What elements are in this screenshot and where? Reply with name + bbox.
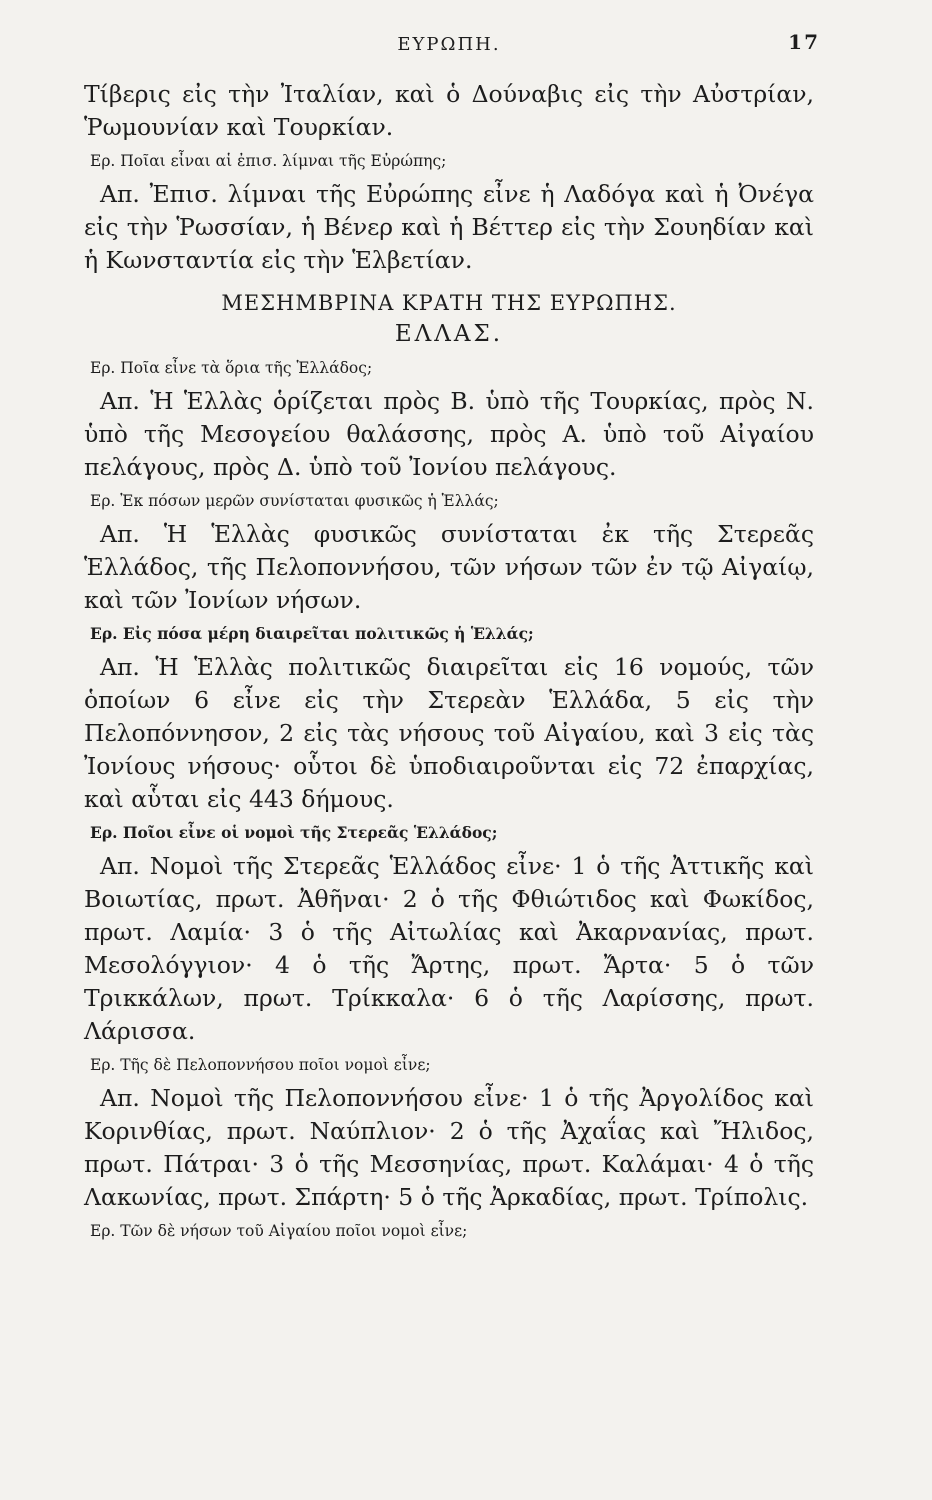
question-lakes: Ερ. Ποῖαι εἶναι αἱ ἐπισ. λίμναι τῆς Εὐρώπης; (90, 152, 447, 170)
page-number: 17 (788, 30, 820, 54)
running-head (84, 28, 820, 60)
answer-peloponnese-nomoi: Απ. Νομοὶ τῆς Πελοποννήσου εἶνε· 1 ὁ τῆς Ἀργολίδος καὶ Κορινθίας, πρωτ. Ναύπλιον· 2 ὁ τῆς Ἀχαΐας καὶ Ἤλιδος, πρωτ. Πάτραι· 3 ὁ τῆς Μεσσηνίας, πρωτ. Καλάμαι· 4 ὁ τῆς Λακωνίας, πρωτ. Σπάρτη· 5 ὁ τῆς Ἀρκαδίας, πρωτ. Τρίπολις. (84, 1084, 814, 1211)
question-sterea-nomoi: Ερ. Ποῖοι εἶνε οἱ νομοὶ τῆς Στερεᾶς Ἑλλάδος; (90, 823, 498, 842)
paragraph-tiber-danube: Τίβερις εἰς τὴν Ἰταλίαν, καὶ ὁ Δούναβις εἰς τὴν Αὐστρίαν, Ῥωμουνίαν καὶ Τουρκίαν. (84, 80, 814, 141)
answer-borders: Απ. Ἡ Ἑλλὰς ὁρίζεται πρὸς Β. ὑπὸ τῆς Τουρκίας, πρὸς Ν. ὑπὸ τῆς Μεσογείου θαλάσσης, πρὸς Α. ὑπὸ τοῦ Αἰγαίου πελάγους, πρὸς Δ. ὑπὸ τοῦ Ἰονίου πελάγους. (84, 387, 814, 481)
answer-sterea-nomoi: Απ. Νομοὶ τῆς Στερεᾶς Ἑλλάδος εἶνε· 1 ὁ τῆς Ἀττικῆς καὶ Βοιωτίας, πρωτ. Ἀθῆναι· 2 ὁ τῆς Φθιώτιδος καὶ Φωκίδος, πρωτ. Λαμία· 3 ὁ τῆς Αἰτωλίας καὶ Ἀκαρνανίας, πρωτ. Μεσολόγγιον· 4 ὁ τῆς Ἄρτης, πρωτ. Ἄρτα· 5 ὁ τῶν Τρικκάλων, πρωτ. Τρίκκαλα· 6 ὁ τῆς Λαρίσσης, πρωτ. Λάρισσα. (84, 852, 814, 1045)
question-borders: Ερ. Ποῖα εἶνε τὰ ὅρια τῆς Ἑλλάδος; (90, 359, 373, 377)
page-body (84, 78, 814, 1242)
section-heading: ΜΕΣΗΜΒΡΙΝΑ ΚΡΑΤΗ ΤΗΣ ΕΥΡΩΠΗΣ. (221, 291, 677, 315)
answer-political-division: Απ. Ἡ Ἑλλὰς πολιτικῶς διαιρεῖται εἰς 16 νομούς, τῶν ὁποίων 6 εἶνε εἰς τὴν Στερεὰν Ἑλλάδα, 5 εἰς τὴν Πελοπόννησον, 2 εἰς τὰς νήσους τοῦ Αἰγαίου, καὶ 3 εἰς τὰς Ἰονίους νήσους· οὗτοι δὲ ὑποδιαιροῦνται εἰς 72 ἐπαρχίας, καὶ αὗται εἰς 443 δήμους. (84, 653, 814, 813)
question-physical-parts: Ερ. Ἐκ πόσων μερῶν συνίσταται φυσικῶς ἡ Ἑλλάς; (90, 492, 499, 510)
question-peloponnese-nomoi: Ερ. Τῆς δὲ Πελοποννήσου ποῖοι νομοὶ εἶνε; (90, 1056, 431, 1074)
question-aegean-nomoi: Ερ. Τῶν δὲ νήσων τοῦ Αἰγαίου ποῖοι νομοὶ εἶνε; (90, 1222, 468, 1240)
section-subheading: ΕΛΛΑΣ. (394, 321, 504, 347)
answer-lakes: Απ. Ἐπισ. λίμναι τῆς Εὐρώπης εἶνε ἡ Λαδόγα καὶ ἡ Ὀνέγα εἰς τὴν Ῥωσσίαν, ἡ Βένερ καὶ ἡ Βέττερ εἰς τὴν Σουηδίαν καὶ ἡ Κωνσταντία εἰς τὴν Ἑλβετίαν. (84, 180, 814, 274)
answer-physical-parts: Απ. Ἡ Ἑλλὰς φυσικῶς συνίσταται ἐκ τῆς Στερεᾶς Ἑλλάδος, τῆς Πελοποννήσου, τῶν νήσων τῶν ἐν τῷ Αἰγαίῳ, καὶ τῶν Ἰονίων νήσων. (84, 520, 814, 614)
question-political-division: Ερ. Εἰς πόσα μέρη διαιρεῖται πολιτικῶς ἡ Ἑλλάς; (90, 624, 534, 643)
running-title: ΕΥΡΩΠΗ. (397, 33, 501, 55)
